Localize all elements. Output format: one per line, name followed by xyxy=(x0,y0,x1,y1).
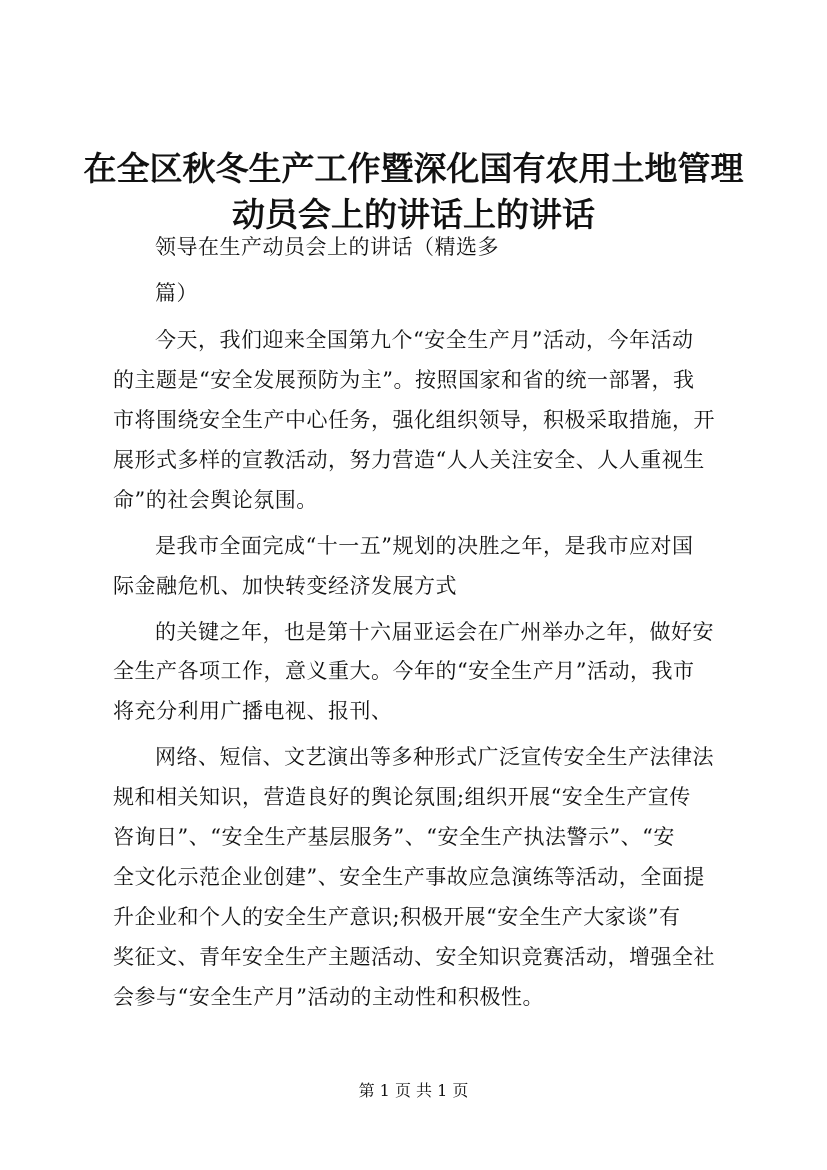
paragraph-line: 命”的社会舆论氛围。 xyxy=(113,488,318,512)
paragraph-line: 全生产各项工作，意义重大。今年的“安全生产月”活动，我市 xyxy=(113,659,695,683)
paragraph-line: 展形式多样的宣教活动，努力营造“人人关注安全、人人重视生 xyxy=(113,448,705,472)
paragraph-line: 今天，我们迎来全国第九个“安全生产月”活动，今年活动 xyxy=(155,328,694,352)
paragraph-line: 领导在生产动员会上的讲话（精选多 xyxy=(155,235,499,259)
paragraph-line: 的关键之年，也是第十六届亚运会在广州举办之年，做好安 xyxy=(155,620,714,644)
document-title xyxy=(60,146,767,238)
paragraph-line: 的主题是“安全发展预防为主”。按照国家和省的统一部署，我 xyxy=(113,368,695,392)
paragraph-line: 奖征文、青年安全生产主题活动、安全知识竞赛活动，增强全社 xyxy=(113,945,715,969)
paragraph-line: 全文化示范企业创建”、安全生产事故应急演练等活动，全面提 xyxy=(113,865,705,889)
paragraph-line: 咨询日”、“安全生产基层服务”、“安全生产执法警示”、“安 xyxy=(113,825,675,849)
paragraph-line: 规和相关知识，营造良好的舆论氛围;组织开展“安全生产宣传 xyxy=(113,785,691,809)
title-line-1: 在全区秋冬生产工作暨深化国有农用土地管理 xyxy=(83,149,744,188)
paragraph-line: 升企业和个人的安全生产意识;积极开展“安全生产大家谈”有 xyxy=(113,905,681,929)
paragraph-line: 是我市全面完成“十一五”规划的决胜之年，是我市应对国 xyxy=(155,534,694,558)
paragraph-line: 市将围绕安全生产中心任务，强化组织领导，积极采取措施，开 xyxy=(113,408,715,432)
title-line-2: 动员会上的讲话上的讲话 xyxy=(232,195,595,234)
paragraph-line: 会参与“安全生产月”活动的主动性和积极性。 xyxy=(113,985,544,1009)
paragraph-line: 网络、短信、文艺演出等多种形式广泛宣传安全生产法律法 xyxy=(155,745,714,769)
paragraph-line: 际金融危机、加快转变经济发展方式 xyxy=(113,574,457,598)
paragraph-line: 篇） xyxy=(155,281,198,305)
page-number-footer: 第 1 页 共 1 页 xyxy=(358,1081,469,1100)
paragraph-line: 将充分利用广播电视、报刊、 xyxy=(113,699,393,723)
